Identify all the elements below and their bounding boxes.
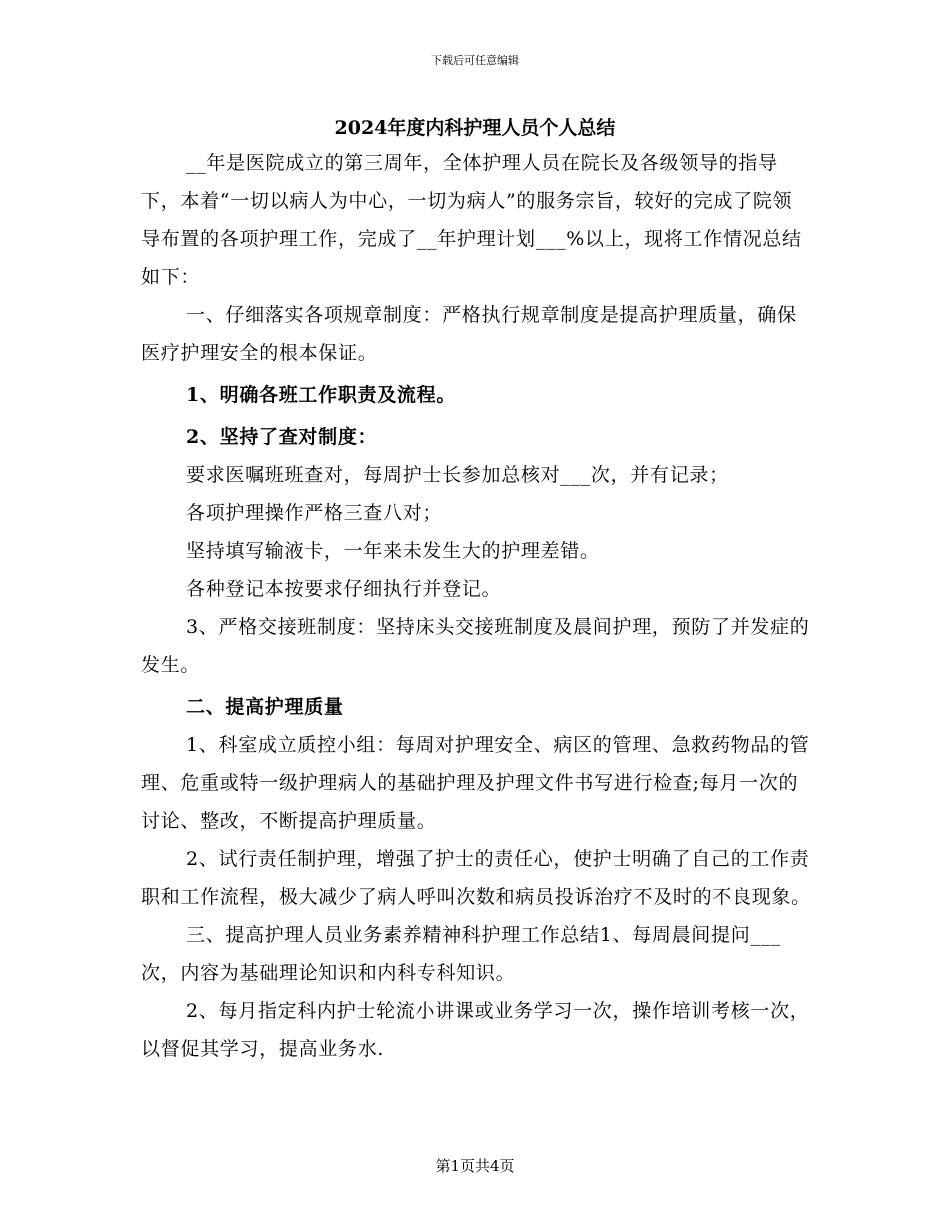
heading-item-2: 2、坚持了查对制度： [186,426,378,448]
paragraph-quality-1: 1、科室成立质控小组：每周对护理安全、病区的管理、急救药物品的管理、危重或特一级护理病人的基础护理及护理文件书写进行检查;每月一次的讨论、整改，不断提高护理质量。 [141,734,810,832]
paragraph-section-1: 一、仔细落实各项规章制度：严格执行规章制度是提高护理质量，确保医疗护理安全的根本保证。 [141,304,797,364]
paragraph-item-3: 3、严格交接班制度：坚持床头交接班制度及晨间护理，预防了并发症的发生。 [141,616,810,676]
list-item-check-1: 要求医嘱班班查对，每周护士长参加总核对___次，并有记录； [186,464,729,486]
page-footer: 第1页共4页 [435,1157,515,1175]
paragraph-quality-2: 2、试行责任制护理，增强了护士的责任心，使护士明确了自己的工作责职和工作流程，极大减少了病人呼叫次数和病员投诉治疗不及时的不良现象。 [141,848,811,908]
document-body [141,144,811,1068]
list-item-check-2: 各项护理操作严格三查八对； [186,502,443,524]
paragraph-training: 2、每月指定科内护士轮流小讲课或业务学习一次，操作培训考核一次，以督促其学习，提高业务水. [141,1000,810,1060]
page-header: 下载后可任意编辑 [431,54,519,67]
list-item-check-4: 各种登记本按要求仔细执行并登记。 [186,578,502,600]
list-item-check-3: 坚持填写输液卡，一年来未发生大的护理差错。 [186,540,600,562]
paragraph-intro: __年是医院成立的第三周年，全体护理人员在院长及各级领导的指导下，本着“一切以病人为中心，一切为病人”的服务宗旨，较好的完成了院领导布置的各项护理工作，完成了__年护理计划___%以上，现将工作情况总结如下： [141,152,802,288]
paragraph-section-3: 三、提高护理人员业务素养精神科护理工作总结1、每周晨间提问___次，内容为基础理论知识和内科专科知识。 [141,924,781,984]
document-title: 2024年度内科护理人员个人总结 [334,117,616,139]
heading-item-1: 1、明确各班工作职责及流程。 [186,384,457,406]
heading-section-2: 二、提高护理质量 [186,696,344,718]
